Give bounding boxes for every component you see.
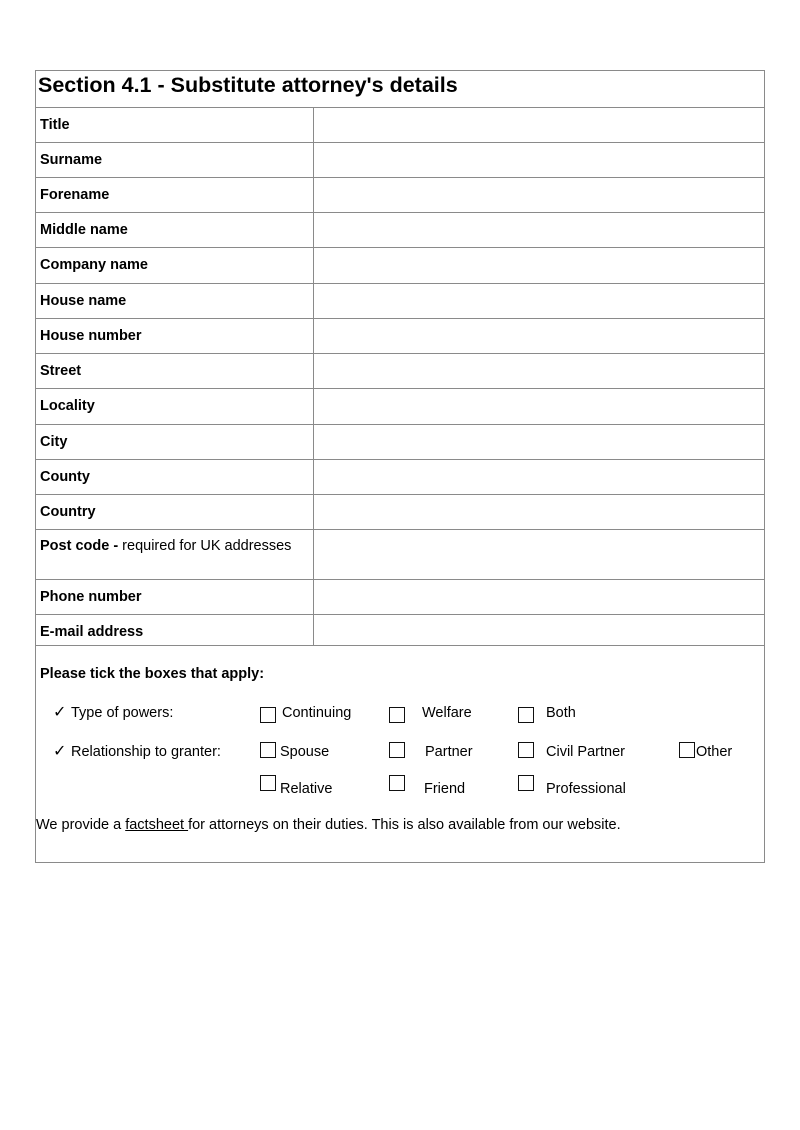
field-label-forename: Forename xyxy=(40,187,110,203)
field-label-county: County xyxy=(40,469,90,485)
post-code-note: required for UK addresses xyxy=(118,538,292,554)
field-row-city xyxy=(36,425,764,460)
field-row-title xyxy=(36,108,764,143)
field-label-house-number: House number xyxy=(40,328,142,344)
factsheet-link[interactable]: factsheet xyxy=(125,817,189,833)
friend-checkbox[interactable] xyxy=(389,775,405,791)
house-name-input[interactable] xyxy=(315,284,764,318)
field-row-forename xyxy=(36,178,764,213)
check-mark-icon: ✓ xyxy=(53,704,67,721)
field-row-company-name xyxy=(36,248,764,284)
county-input[interactable] xyxy=(315,460,764,494)
civil-partner-label: Civil Partner xyxy=(546,744,625,760)
civil-partner-checkbox[interactable] xyxy=(518,742,534,758)
field-row-middle-name xyxy=(36,213,764,248)
field-label-company-name: Company name xyxy=(40,257,148,273)
phone-number-input[interactable] xyxy=(315,580,764,614)
substitute-attorney-form xyxy=(35,70,765,863)
both-checkbox[interactable] xyxy=(518,707,534,723)
country-input[interactable] xyxy=(315,495,764,529)
field-label-middle-name: Middle name xyxy=(40,222,128,238)
field-row-street xyxy=(36,354,764,389)
professional-label: Professional xyxy=(546,781,626,797)
field-row-email-address xyxy=(36,615,764,646)
company-name-input[interactable] xyxy=(315,248,764,283)
welfare-label: Welfare xyxy=(422,705,472,721)
field-label-surname: Surname xyxy=(40,152,103,168)
both-label: Both xyxy=(546,705,576,721)
relative-checkbox[interactable] xyxy=(260,775,276,791)
surname-input[interactable] xyxy=(315,143,764,177)
field-label-house-name: House name xyxy=(40,293,127,309)
field-row-county xyxy=(36,460,764,495)
powers-label: Type of powers: xyxy=(71,705,174,721)
middle-name-input[interactable] xyxy=(315,213,764,247)
field-row-house-name xyxy=(36,284,764,319)
city-input[interactable] xyxy=(315,425,764,459)
section-title: Section 4.1 - Substitute attorney's details xyxy=(38,73,458,97)
welfare-checkbox[interactable] xyxy=(389,707,405,723)
professional-checkbox[interactable] xyxy=(518,775,534,791)
street-input[interactable] xyxy=(315,354,764,388)
field-label-phone-number: Phone number xyxy=(40,589,142,605)
spouse-checkbox[interactable] xyxy=(260,742,276,758)
continuing-checkbox[interactable] xyxy=(260,707,276,723)
check-mark-icon: ✓ xyxy=(53,743,67,760)
relative-label: Relative xyxy=(280,781,333,797)
spouse-label: Spouse xyxy=(280,744,330,760)
field-label-post-code: Post code - required for UK addresses xyxy=(40,538,292,554)
field-label-city: City xyxy=(40,434,68,450)
factsheet-note: We provide a factsheet for attorneys on their duties. This is also available from our website. xyxy=(36,817,621,833)
locality-input[interactable] xyxy=(315,389,764,424)
field-row-country xyxy=(36,495,764,530)
field-row-phone-number xyxy=(36,580,764,615)
friend-label: Friend xyxy=(424,781,466,797)
field-label-country: Country xyxy=(40,504,96,520)
forename-input[interactable] xyxy=(315,178,764,212)
field-row-house-number xyxy=(36,319,764,354)
field-label-email-address: E-mail address xyxy=(40,624,144,640)
field-label-locality: Locality xyxy=(40,398,95,414)
section-heading xyxy=(36,71,764,108)
post-code-input[interactable] xyxy=(315,530,764,579)
partner-checkbox[interactable] xyxy=(389,742,405,758)
field-label-street: Street xyxy=(40,363,82,379)
field-row-surname xyxy=(36,143,764,178)
relationship-label: Relationship to granter: xyxy=(71,744,221,760)
field-label-title: Title xyxy=(40,117,70,133)
partner-label: Partner xyxy=(425,744,473,760)
field-row-post-code xyxy=(36,530,764,580)
title-input[interactable] xyxy=(315,108,764,142)
other-checkbox[interactable] xyxy=(679,742,695,758)
field-row-locality xyxy=(36,389,764,425)
house-number-input[interactable] xyxy=(315,319,764,353)
email-address-input[interactable] xyxy=(315,615,764,645)
continuing-label: Continuing xyxy=(282,705,352,721)
other-label: Other xyxy=(696,744,733,760)
tick-instructions: Please tick the boxes that apply: xyxy=(40,666,265,682)
